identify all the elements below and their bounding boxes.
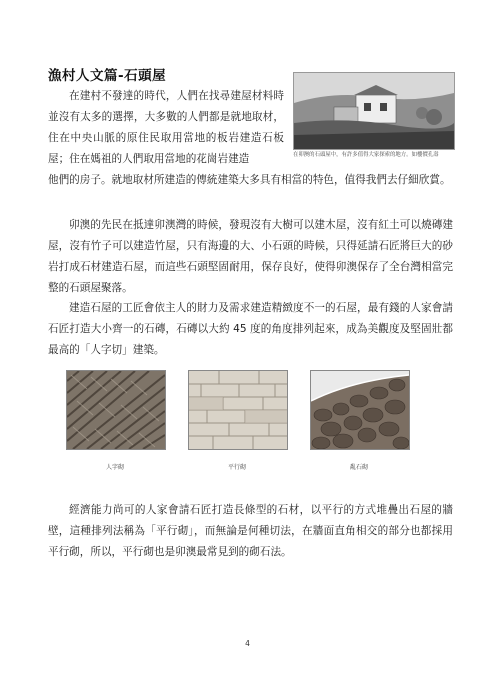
gallery-caption: 平行砌 [227,464,246,471]
paragraph-1: 在建村不發達的時代，人們在找尋建屋材料時並沒有太多的選擇，大多數的人們都是就地取材，住在中央山脈的原住民取用當地的板岩建造石板屋；住在媽祖的人們取用當地的花崗岩建造 [48,90,284,165]
page-number: 4 [245,639,250,648]
paragraph-2: 卯澳的先民在抵達卯澳灣的時候，發現沒有大樹可以建木屋，沒有紅土可以燒磚建屋，沒有竹子可以建造竹屋，只有海邊的大、小石頭的時候，只得延請石匠將巨大的砂岩打成石材建造石屋，而這些石頭堅固耐用，保存良好，使得卯澳保存了全台灣相當完整的石頭屋聚落。 [48,219,453,294]
gallery-caption: 亂石砌 [349,464,368,471]
gallery-caption: 人字砌 [105,464,124,471]
herringbone-masonry-photo [66,370,166,450]
rubble-masonry-photo [310,370,410,450]
parallel-masonry-photo [188,370,288,450]
page-title: 漁村人文篇-石頭屋 [48,68,167,84]
stone-house-photo [293,72,455,150]
paragraph-3: 建造石屋的工匠會依主人的財力及需求建造精緻度不一的石屋，最有錢的人家會請石匠打造大小齊一的石磚，石磚以大約 45 度的角度排列起來，成為美觀度及堅固壯都最高的「人字切」建築。 [48,302,453,356]
photo-caption: 在卯澳的石頭屋中，有許多值得大家探索的地方。如樓價孔壽 [293,152,439,158]
paragraph-4: 經濟能力尚可的人家會請石匠打造長條型的石材，以平行的方式堆疊出石屋的牆壁，這種排列法稱為「平行砌」，而無論是何種切法，在牆面直角相交的部分也都採用平行砌，所以，平行砌也是卯澳最常見到的砌石法。 [48,504,453,558]
paragraph-1-continued: 他們的房子。就地取材所建造的傳統建築大多具有相當的特色，值得我們去仔細欣賞。 [48,174,451,186]
